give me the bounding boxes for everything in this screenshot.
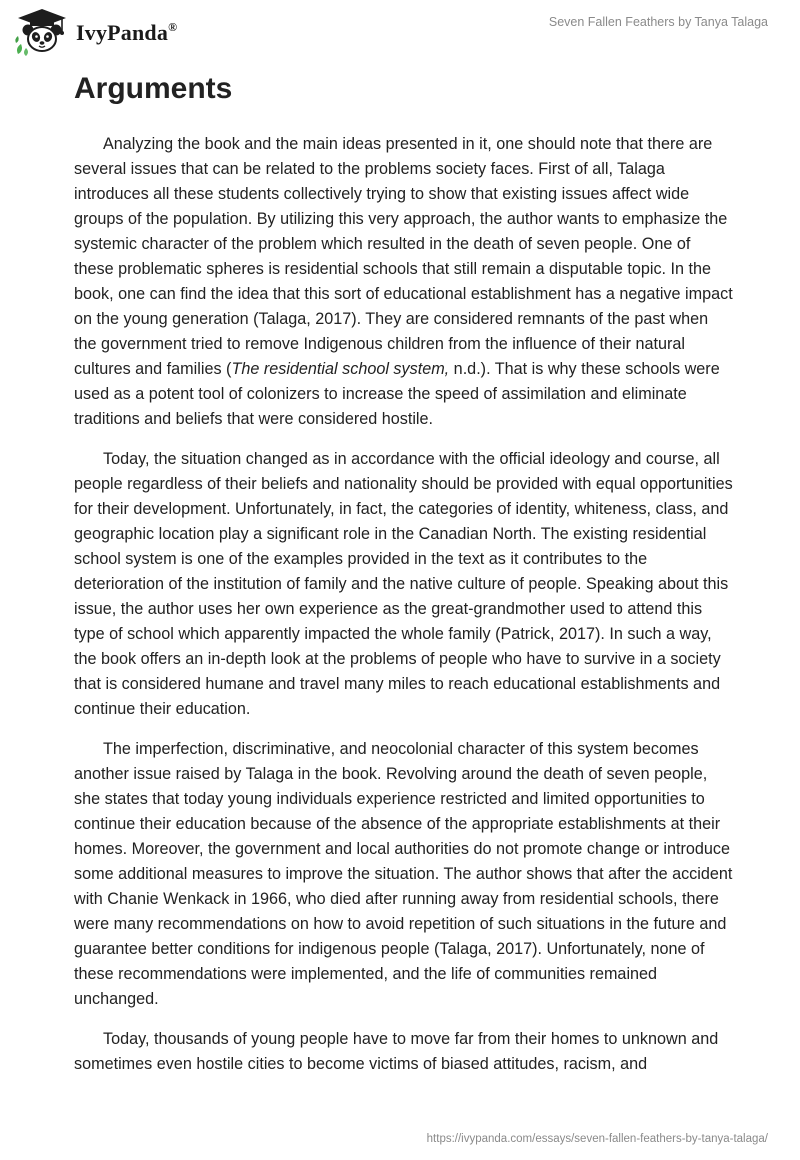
source-title-italic: The residential school system, bbox=[231, 360, 450, 378]
essay-body bbox=[74, 132, 734, 1092]
paragraph-2: Today, the situation changed as in accordance with the official ideology and course, all people regardless of their beliefs and nationality should be provided with equal opportunities for their development. Unfortunately, in fact, the categories of identity, whiteness, class, and geographic location play a significant role in the Canadian North. The existing residential school system is one of the examples provided in the text as it contributes to the deterioration of the institution of family and the native culture of people. Speaking about this issue, the author uses her own experience as the great-grandmother used to attend this type of school which apparently impacted the whole family (Patrick, 2017). In such a way, the book offers an in-depth look at the problems of people who have to survive in a society that is considered humane and travel many miles to reach educational establishments and continue their education. bbox=[74, 450, 733, 718]
paragraph-4: Today, thousands of young people have to move far from their homes to unknown and sometimes even hostile cities to become victims of biased attitudes, racism, and bbox=[74, 1030, 719, 1073]
panda-graduate-icon bbox=[14, 6, 70, 56]
document-title: Seven Fallen Feathers by Tanya Talaga bbox=[548, 15, 768, 29]
source-url[interactable]: https://ivypanda.com/essays/seven-fallen-feathers-by-tanya-talaga/ bbox=[426, 1133, 768, 1145]
paragraph-3: The imperfection, discriminative, and neocolonial character of this system becomes another issue raised by Talaga in the book. Revolving around the death of seven people, she states that today young individuals experience restricted and limited opportunities to continue their education because of the absence of the appropriate establishments at their homes. Moreover, the government and local authorities do not promote change or introduce some additional measures to improve the situation. The author shows that after the accident with Chanie Wenkack in 1966, who died after running away from residential schools, there were many recommendations on how to avoid repetition of such situations in the future and guarantee better conditions for indigenous people (Talaga, 2017). Unfortunately, none of these recommendations were implemented, and the life of communities remained unchanged. bbox=[74, 740, 733, 1008]
page-header bbox=[0, 0, 800, 60]
ivypanda-logo[interactable] bbox=[14, 6, 177, 56]
paragraph-1: Analyzing the book and the main ideas presented in it, one should note that there are several issues that can be related to the problems society faces. First of all, Talaga introduces all these students collectively trying to show that existing issues affect wide groups of the population. By utilizing this very approach, the author wants to emphasize the systemic character of the problem which resulted in the death of seven people. One of these problematic spheres is residential schools that still remain a disputable topic. In the book, one can find the idea that this sort of educational establishment has a negative impact on the young generation (Talaga, 2017). They are considered remnants of the past when the government tried to remove Indigenous children from the influence of their natural cultures and families (The residential school system, n.d.). That is why these schools were used as a potent tool of colonizers to increase the speed of assimilation and eliminate traditions and beliefs that were considered hostile. bbox=[74, 135, 733, 428]
logo-text: IvyPanda® bbox=[76, 20, 178, 45]
section-heading: Arguments bbox=[74, 72, 233, 105]
